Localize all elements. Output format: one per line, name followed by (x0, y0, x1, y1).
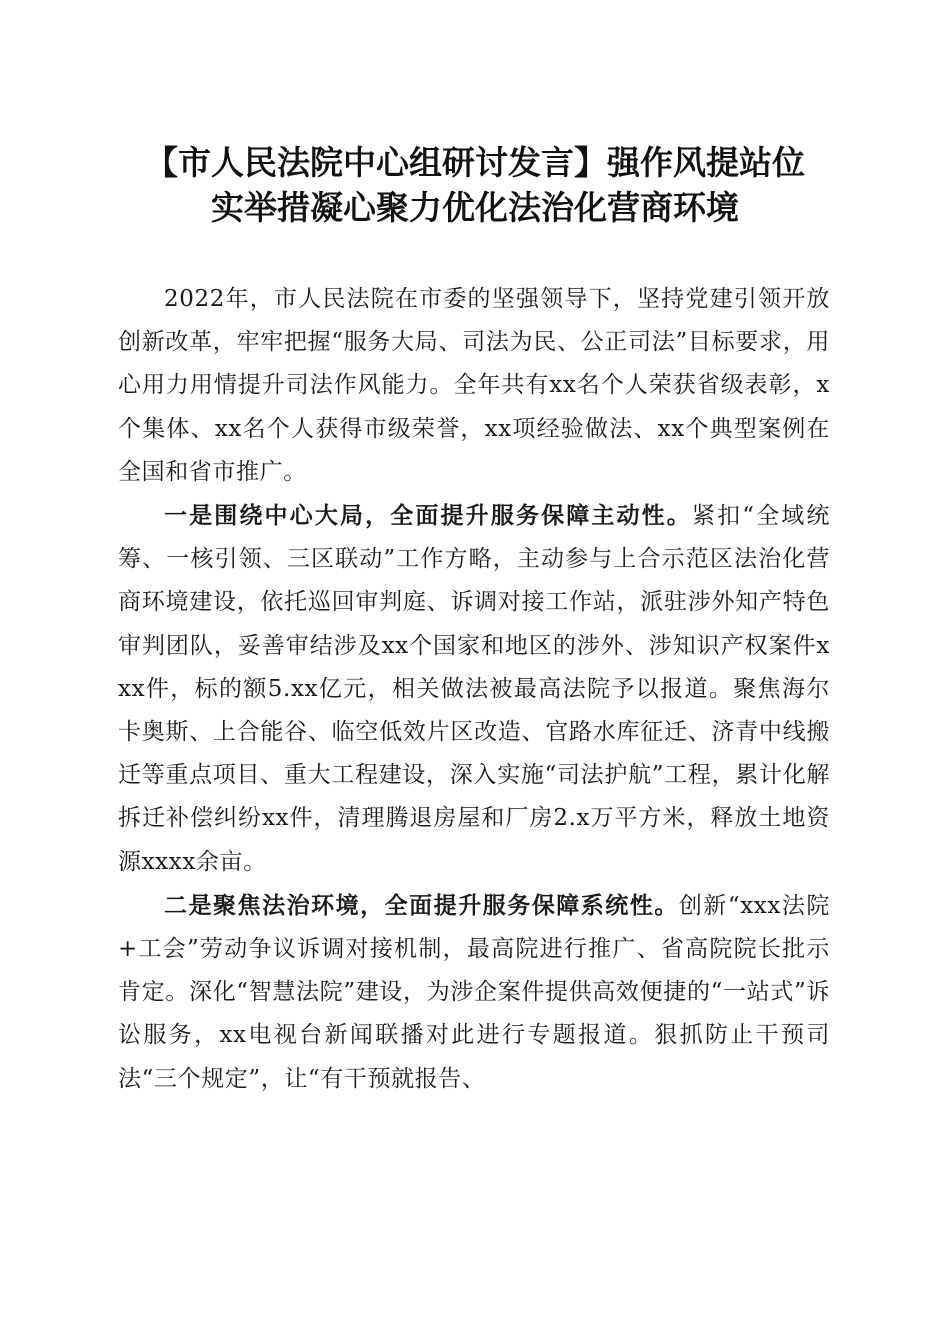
paragraph-text: 2022年，市人民法院在市委的坚强领导下，坚持党建引领开放创新改革，牢牢把握“服务大局、司法为民、公正司法”目标要求，用心用力用情提升司法作风能力。全年共有xx名个人荣获省级表彰，x个集体、xx名个人获得市级荣誉，xx项经验做法、xx个典型案例在全国和省市推广。 (118, 286, 830, 485)
paragraph-point-one (118, 494, 830, 884)
paragraph-lead: 二是聚焦法治环境，全面提升服务保障系统性。 (164, 891, 679, 919)
paragraph-point-two (118, 884, 830, 1101)
paragraph-lead: 一是围绕中心大局，全面提升服务保障主动性。 (164, 502, 692, 530)
document-title (100, 140, 850, 230)
paragraph-text: 紧扣“全域统筹、一核引领、三区联动”工作方略，主动参与上合示范区法治化营商环境建设，依托巡回审判庭、诉调对接工作站，派驻涉外知产特色审判团队，妥善审结涉及xx个国家和地区的涉外、涉知识产权案件xxx件，标的额5.xx亿元，相关做法被最高法院予以报道。聚焦海尔卡奥斯、上合能谷、临空低效片区改造、官路水库征迁、济青中线搬迁等重点项目、重大工程建设，深入实施“司法护航”工程，累计化解拆迁补偿纠纷xx件，清理腾退房屋和厂房2.x万平方米，释放土地资源xxxx余亩。 (118, 503, 830, 875)
document-body (118, 277, 830, 1101)
paragraph-text: 创新“xxx法院+工会”劳动争议诉调对接机制，最高院进行推广、省高院院长批示肯定。深化“智慧法院”建设，为涉企案件提供高效便捷的“一站式”诉讼服务，xx电视台新闻联播对此进行专题报道。狠抓防止干预司法“三个规定”，让“有干预就报告、 (118, 892, 830, 1092)
title-line-2: 实举措凝心聚力优化法治化营商环境 (211, 188, 739, 227)
title-line-1: 【市人民法院中心组研讨发言】强作风提站位 (145, 143, 805, 182)
paragraph-intro (118, 277, 830, 494)
